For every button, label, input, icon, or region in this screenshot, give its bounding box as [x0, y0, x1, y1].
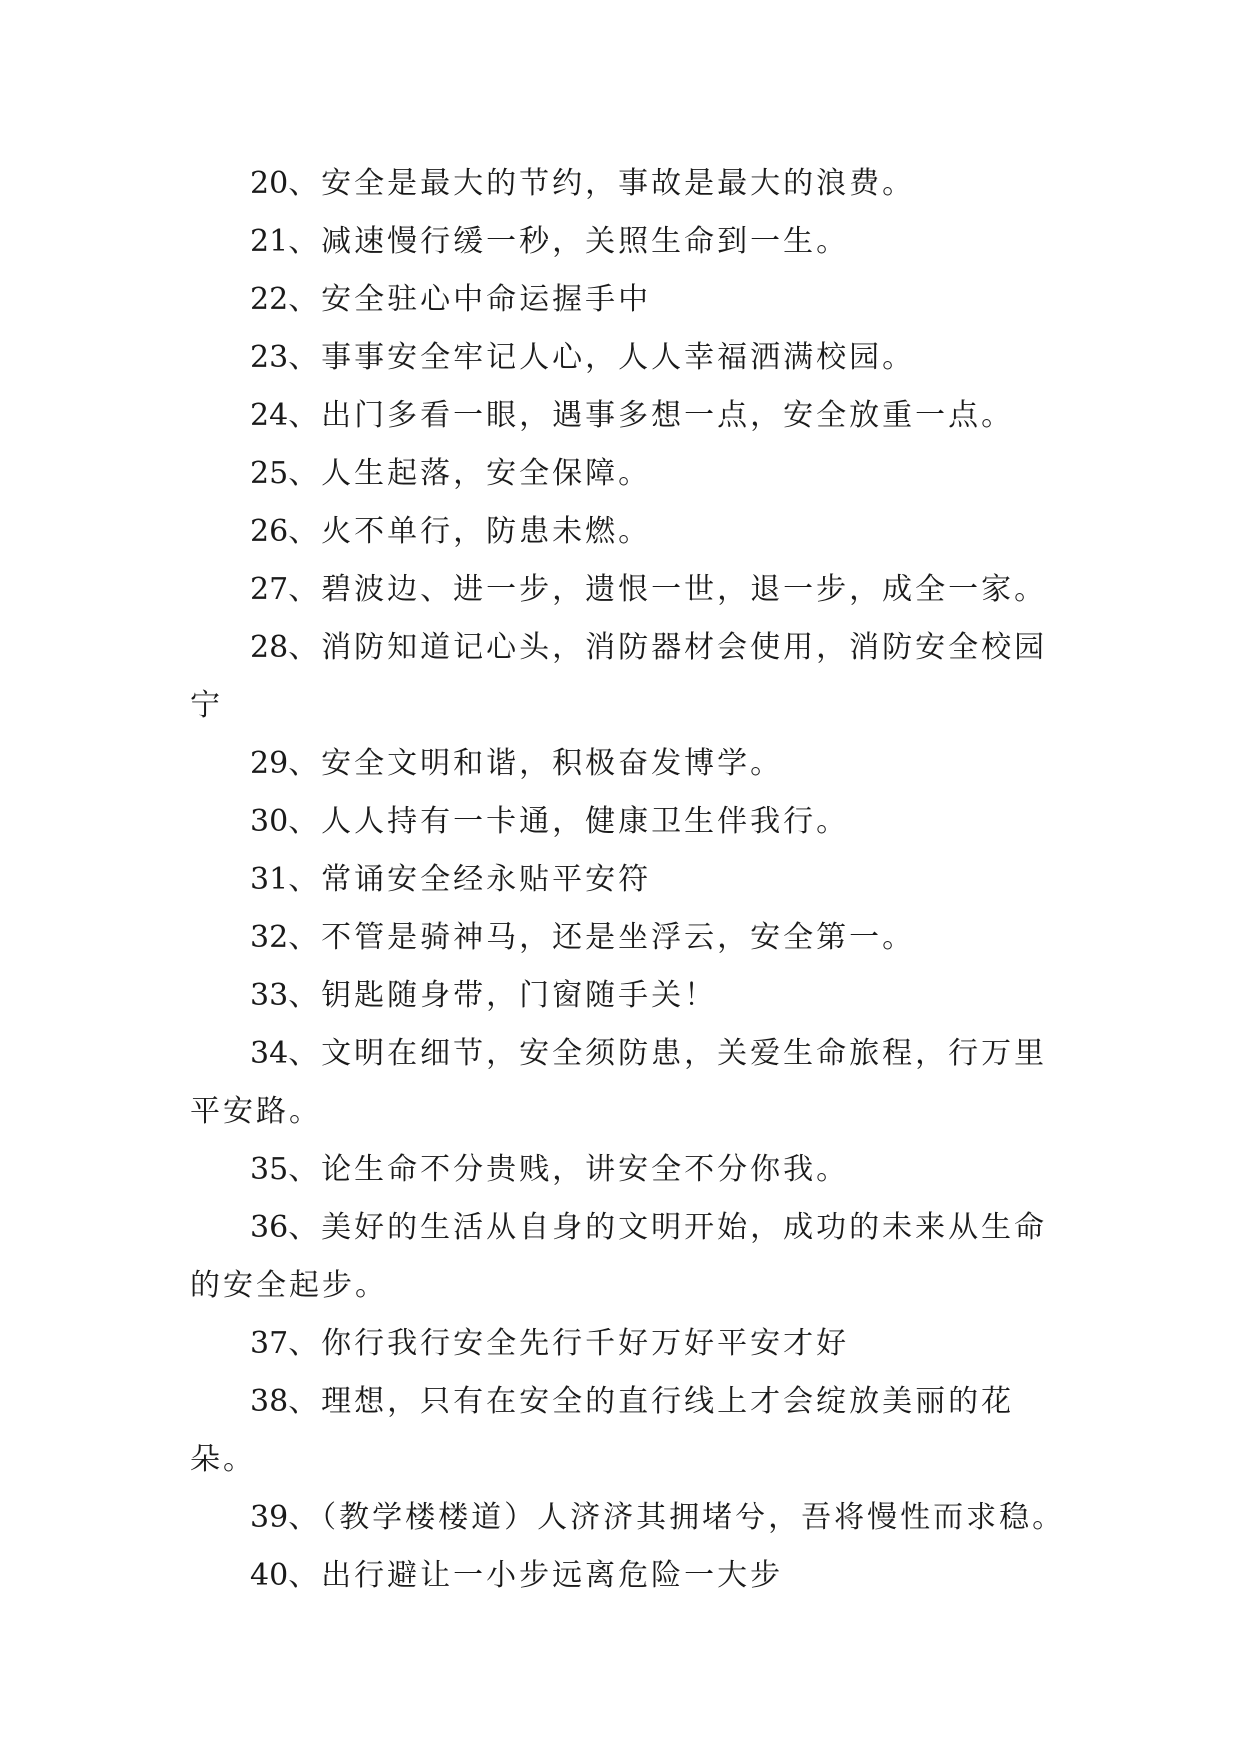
item-number: 29: [250, 746, 289, 781]
item-text: 、安全是最大的节约，事故是最大的浪费。: [288, 166, 916, 201]
item-number: 39: [250, 1500, 289, 1535]
slogan-paragraph: [190, 271, 1070, 329]
slogan-paragraph: [190, 1315, 1070, 1373]
item-number: 26: [250, 514, 289, 549]
item-text: 、减速慢行缓一秒，关照生命到一生。: [288, 224, 850, 259]
item-number: 34: [250, 1036, 289, 1071]
slogan-paragraph: [190, 967, 1070, 1025]
slogan-paragraph: [190, 1025, 1070, 1141]
item-text: 、常诵安全经永贴平安符: [288, 862, 652, 897]
item-number: 33: [250, 978, 289, 1013]
item-number: 27: [250, 572, 289, 607]
item-text: 、出门多看一眼，遇事多想一点，安全放重一点。: [288, 398, 1015, 433]
item-text: 、钥匙随身带，门窗随手关！: [288, 978, 718, 1013]
slogan-paragraph: [190, 619, 1070, 735]
slogan-paragraph: [190, 1373, 1070, 1489]
item-number: 20: [250, 166, 289, 201]
item-text: 、安全驻心中命运握手中: [288, 282, 652, 317]
slogan-paragraph: [190, 445, 1070, 503]
item-number: 25: [250, 456, 289, 491]
item-text: 、人生起落，安全保障。: [288, 456, 652, 491]
slogan-paragraph: [190, 735, 1070, 793]
item-number: 28: [250, 630, 289, 665]
item-number: 24: [250, 398, 289, 433]
item-number: 22: [250, 282, 289, 317]
slogan-paragraph: [190, 851, 1070, 909]
item-number: 30: [250, 804, 289, 839]
item-number: 32: [250, 920, 289, 955]
slogan-paragraph: [190, 1489, 1070, 1547]
item-number: 37: [250, 1326, 289, 1361]
item-text: 、人人持有一卡通，健康卫生伴我行。: [288, 804, 850, 839]
item-text: 、美好的生活从自身的文明开始，成功的未来从生命的安全起步。: [190, 1210, 1048, 1303]
item-text: 、文明在细节，安全须防患，关爱生命旅程，行万里平安路。: [190, 1036, 1048, 1129]
slogan-paragraph: [190, 1547, 1070, 1605]
item-text: 、碧波边、进一步，遗恨一世，退一步，成全一家。: [288, 572, 1048, 607]
item-text: 、消防知道记心头，消防器材会使用，消防安全校园宁: [190, 630, 1048, 723]
slogan-paragraph: [190, 155, 1070, 213]
item-number: 35: [250, 1152, 289, 1187]
slogan-paragraph: [190, 909, 1070, 967]
slogan-paragraph: [190, 1141, 1070, 1199]
slogan-paragraph: [190, 329, 1070, 387]
item-text: 、安全文明和谐，积极奋发博学。: [288, 746, 784, 781]
item-text: 、出行避让一小步远离危险一大步: [288, 1558, 784, 1593]
slogan-paragraph: [190, 503, 1070, 561]
item-text: 、不管是骑神马，还是坐浮云，安全第一。: [288, 920, 916, 955]
item-text: 、火不单行，防患未燃。: [288, 514, 652, 549]
item-text: 、事事安全牢记人心，人人幸福洒满校园。: [288, 340, 916, 375]
item-text: 、理想，只有在安全的直行线上才会绽放美丽的花朵。: [190, 1384, 1015, 1477]
slogan-paragraph: [190, 1199, 1070, 1315]
slogan-paragraph: [190, 793, 1070, 851]
item-number: 21: [250, 224, 289, 259]
slogan-paragraph: [190, 387, 1070, 445]
item-number: 36: [250, 1210, 289, 1245]
item-number: 38: [250, 1384, 289, 1419]
item-number: 31: [250, 862, 289, 897]
slogan-paragraph: [190, 213, 1070, 271]
item-number: 40: [250, 1558, 289, 1593]
item-number: 23: [250, 340, 289, 375]
slogan-paragraph: [190, 561, 1070, 619]
item-text: 、（教学楼楼道）人济济其拥堵兮，吾将慢性而求稳。: [288, 1500, 1066, 1535]
item-text: 、论生命不分贵贱，讲安全不分你我。: [288, 1152, 850, 1187]
item-text: 、你行我行安全先行千好万好平安才好: [288, 1326, 850, 1361]
slogan-list: [190, 155, 1070, 1605]
